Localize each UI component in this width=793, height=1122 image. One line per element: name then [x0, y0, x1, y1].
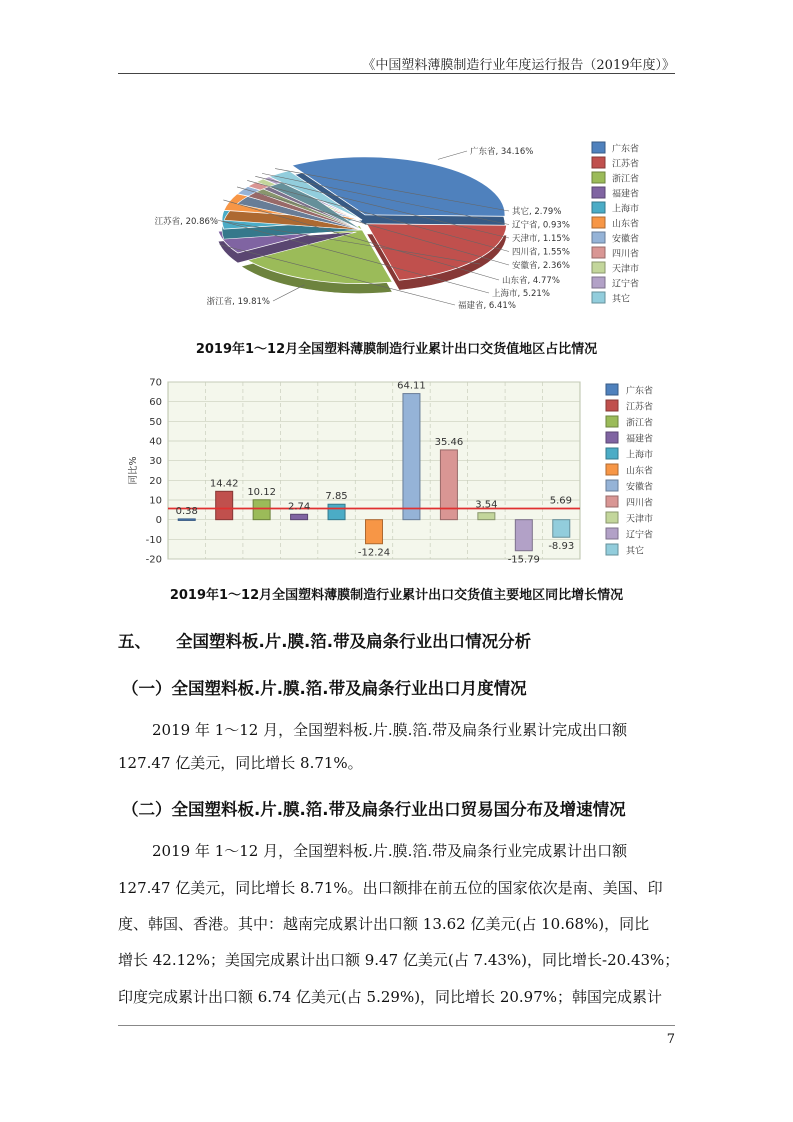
- bar-y-tick-label: -20: [145, 554, 162, 566]
- bar-axis: [127, 378, 162, 566]
- sub1-line-2: 127.47 亿美元，同比增长 8.71%。: [118, 754, 363, 772]
- bar-legend-swatch: [606, 464, 618, 475]
- pie-leader-line: [273, 285, 305, 301]
- subsection-1-title: （一）全国塑料板.片.膜.箔.带及扁条行业出口月度情况: [122, 679, 527, 698]
- bar-legend-label: 辽宁省: [626, 530, 654, 541]
- bar-y-tick-label: -10: [145, 534, 162, 546]
- bar-legend-swatch: [606, 448, 618, 459]
- bar-legend-label: 四川省: [626, 498, 654, 509]
- pie-label: 安徽省, 2.36%: [512, 261, 570, 271]
- report-header-title: 《中国塑料薄膜制造行业年度运行报告（2019年度）》: [362, 58, 675, 73]
- pie-legend-swatch: [592, 202, 605, 213]
- sub2-line-2: 127.47 亿美元，同比增长 8.71%。出口额排在前五位的国家依次是南、美国、印: [118, 879, 663, 897]
- pie-label: 上海市, 5.21%: [492, 289, 550, 299]
- bar-安徽省: [403, 394, 420, 520]
- bar-legend-swatch: [606, 496, 618, 507]
- bar-legend-label: 山东省: [626, 466, 654, 477]
- bar-y-tick-label: 70: [149, 377, 162, 389]
- bar-value-label: 64.11: [397, 380, 426, 392]
- pie-slices: [218, 157, 506, 294]
- bar-辽宁省: [515, 520, 532, 551]
- pie-legend-swatch: [592, 142, 605, 153]
- bar-legend-swatch: [606, 480, 618, 491]
- bar-福建省: [291, 514, 308, 519]
- bar-其它: [553, 520, 570, 538]
- pie-legend-label: 天津市: [612, 264, 640, 275]
- pie-label: 四川省, 1.55%: [512, 247, 570, 258]
- bar-legend-label: 福建省: [626, 434, 654, 445]
- bar-value-label: -8.93: [548, 541, 575, 553]
- bar-y-tick-label: 40: [149, 436, 162, 448]
- pie-label: 浙江省, 19.81%: [206, 297, 270, 307]
- bar-legend-label: 其它: [626, 546, 645, 557]
- pie-legend-swatch: [592, 157, 605, 168]
- pie-legend-swatch: [592, 232, 605, 243]
- bar-reference-label: 5.69: [549, 495, 572, 507]
- pie-label: 天津市, 1.15%: [512, 234, 570, 244]
- bar-value-label: -15.79: [507, 554, 540, 566]
- pie-legend-swatch: [592, 277, 605, 288]
- bar-legend-swatch: [606, 512, 618, 523]
- pie-legend-label: 四川省: [612, 249, 640, 260]
- page-number: 7: [666, 1032, 675, 1047]
- pie-legend-swatch: [592, 292, 605, 303]
- bar-y-tick-label: 20: [149, 475, 162, 487]
- section-title: 全国塑料板.片.膜.箔.带及扁条行业出口情况分析: [176, 632, 532, 651]
- section-number: 五、: [118, 632, 151, 651]
- bar-legend-swatch: [606, 400, 618, 411]
- bar-legend-label: 江苏省: [626, 402, 654, 413]
- bar-value-label: 7.85: [325, 491, 348, 503]
- bar-y-tick-label: 0: [155, 515, 162, 527]
- bar-浙江省: [253, 500, 270, 520]
- pie-legend-swatch: [592, 247, 605, 258]
- bar-y-axis-label: 同比%: [128, 456, 139, 485]
- sub1-line-1: 2019 年 1～12 月，全国塑料板.片.膜.箔.带及扁条行业累计完成出口额: [152, 721, 628, 739]
- bar-chart-caption: 2019年1～12月全国塑料薄膜制造行业累计出口交货值主要地区同比增长情况: [169, 588, 624, 603]
- pie-label: 辽宁省, 0.93%: [512, 220, 570, 231]
- bar-value-label: 0.38: [175, 505, 198, 517]
- sub2-line-1: 2019 年 1～12 月，全国塑料板.片.膜.箔.带及扁条行业完成累计出口额: [152, 842, 628, 860]
- sub2-line-4: 增长 42.12%；美国完成累计出口额 9.47 亿美元(占 7.43%)，同比增长-20.43%；: [118, 951, 680, 969]
- pie-legend-label: 辽宁省: [612, 279, 640, 290]
- pie-legend-swatch: [592, 187, 605, 198]
- bar-legend-label: 安徽省: [626, 482, 654, 493]
- bar-y-tick-label: 60: [149, 397, 162, 409]
- pie-legend-swatch: [592, 172, 605, 183]
- pie-legend-swatch: [592, 262, 605, 273]
- pie-legend-label: 广东省: [612, 144, 640, 155]
- pie-legend-swatch: [592, 217, 605, 228]
- pie-chart-caption: 2019年1～12月全国塑料薄膜制造行业累计出口交货值地区占比情况: [195, 342, 598, 357]
- bar-value-label: 3.54: [475, 499, 498, 511]
- pie-legend-label: 江苏省: [612, 159, 640, 170]
- pie-label: 福建省, 6.41%: [458, 301, 516, 311]
- pie-leader-line: [438, 151, 467, 159]
- header-divider: [118, 73, 675, 74]
- pie-label: 江苏省, 20.86%: [154, 217, 218, 227]
- sub2-line-5: 印度完成累计出口额 6.74 亿美元(占 5.29%)，同比增长 20.97%；韩国完成累计: [118, 988, 663, 1006]
- pie-legend-label: 其它: [612, 294, 631, 305]
- pie-legend: [592, 142, 639, 305]
- bar-江苏省: [216, 491, 233, 519]
- bar-legend-swatch: [606, 384, 618, 395]
- bar-y-tick-label: 10: [149, 495, 162, 507]
- bar-legend-swatch: [606, 416, 618, 427]
- pie-label: 其它, 2.79%: [512, 207, 562, 217]
- pie-legend-label: 上海市: [612, 204, 640, 215]
- pie-chart: [140, 128, 680, 338]
- bar-value-label: 10.12: [247, 486, 276, 498]
- bar-legend-label: 浙江省: [626, 418, 654, 429]
- bar-广东省: [178, 519, 195, 521]
- pie-legend-label: 福建省: [612, 189, 640, 200]
- subsection-2-title: （二）全国塑料板.片.膜.箔.带及扁条行业出口贸易国分布及增速情况: [122, 800, 626, 819]
- pie-label: 广东省, 34.16%: [470, 147, 534, 157]
- bar-legend-label: 上海市: [626, 450, 654, 461]
- bar-legend-swatch: [606, 528, 618, 539]
- bar-value-label: 2.74: [287, 501, 311, 513]
- pie-legend-label: 安徽省: [612, 234, 640, 245]
- bar-legend-swatch: [606, 432, 618, 443]
- bar-legend: [606, 384, 653, 557]
- bar-chart: [112, 372, 692, 572]
- bar-legend-label: 广东省: [626, 386, 654, 397]
- pie-legend-label: 浙江省: [612, 174, 640, 185]
- bar-legend-swatch: [606, 544, 618, 555]
- bar-value-label: 35.46: [434, 436, 464, 448]
- bar-value-label: 14.42: [209, 478, 239, 490]
- bar-y-tick-label: 30: [149, 456, 162, 468]
- bar-legend-label: 天津市: [626, 514, 654, 525]
- bar-山东省: [366, 520, 383, 544]
- bar-天津市: [478, 513, 495, 520]
- sub2-line-3: 度、韩国、香港。其中：越南完成累计出口额 13.62 亿美元(占 10.68%)，同比: [118, 915, 650, 933]
- footer-divider: [118, 1025, 675, 1026]
- bar-value-label: -12.24: [357, 547, 391, 559]
- pie-legend-label: 山东省: [612, 219, 640, 230]
- pie-label: 山东省, 4.77%: [502, 276, 560, 286]
- bar-上海市: [328, 504, 345, 519]
- bar-y-tick-label: 50: [149, 416, 162, 428]
